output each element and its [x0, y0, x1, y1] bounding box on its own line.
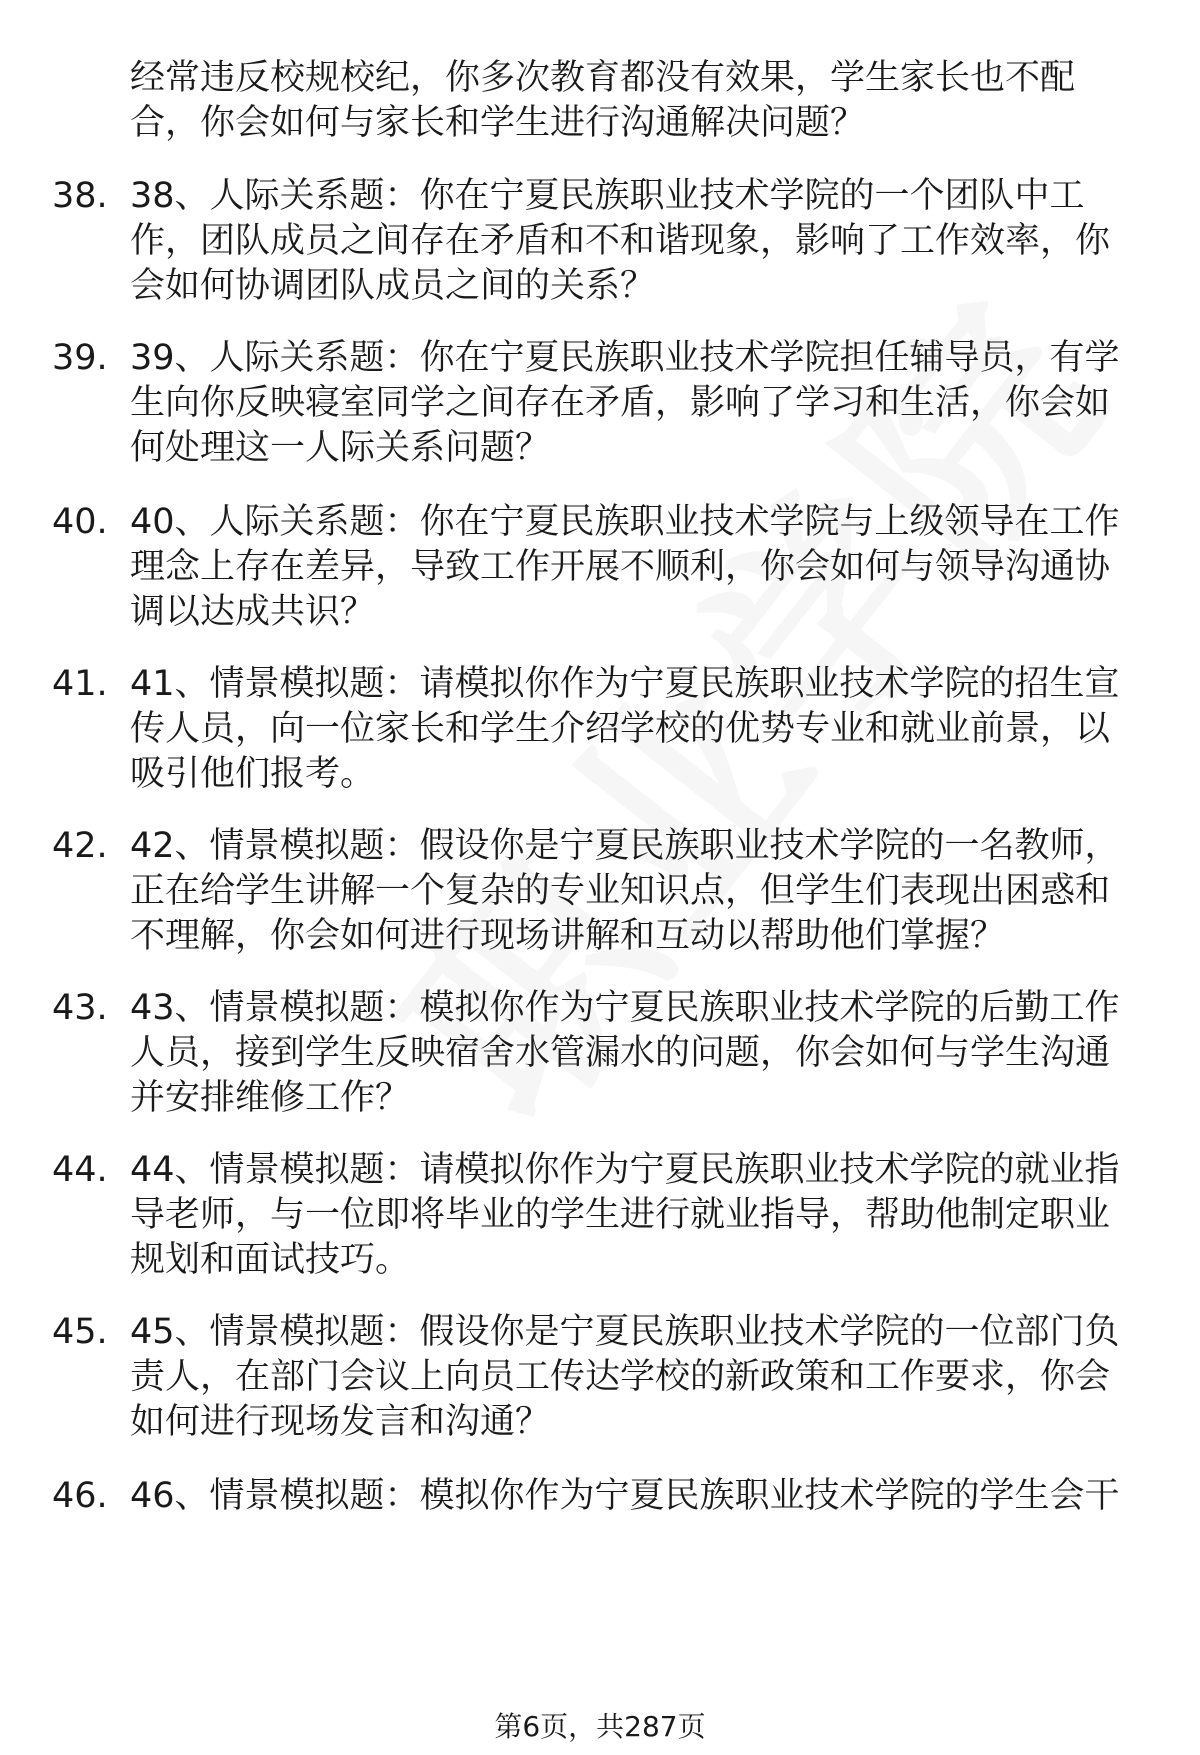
item-line: 43、情景模拟题：模拟你作为宁夏民族职业技术学院的后勤工作	[130, 988, 1120, 1028]
item-line: 人员，接到学生反映宿舍水管漏水的问题，你会如何与学生沟通	[130, 1033, 1111, 1073]
item-number: 46.	[52, 1476, 108, 1516]
item-line: 42、情景模拟题：假设你是宁夏民族职业技术学院的一名教师，	[130, 826, 1120, 866]
item-line: 导老师，与一位即将毕业的学生进行就业指导，帮助他制定职业	[130, 1195, 1111, 1235]
item-line: 39、人际关系题：你在宁夏民族职业技术学院担任辅导员，有学	[130, 338, 1120, 378]
item-line: 调以达成共识？	[130, 592, 376, 632]
item-line: 生向你反映寝室同学之间存在矛盾，影响了学习和生活，你会如	[130, 383, 1111, 423]
item-line: 46、情景模拟题：模拟你作为宁夏民族职业技术学院的学生会干	[130, 1476, 1120, 1516]
item-text	[130, 336, 1160, 471]
item-line: 责人，在部门会议上向员工传达学校的新政策和工作要求，你会	[130, 1357, 1111, 1397]
item-text	[130, 1148, 1160, 1283]
item-text	[130, 1310, 1160, 1445]
item-line: 38、人际关系题：你在宁夏民族职业技术学院的一个团队中工	[130, 176, 1085, 216]
item-line: 不理解，你会如何进行现场讲解和互动以帮助他们掌握？	[130, 916, 1006, 956]
item-text	[130, 986, 1160, 1121]
item-text	[130, 662, 1160, 797]
item-number: 43.	[52, 988, 108, 1028]
item-line: 如何进行现场发言和沟通？	[130, 1402, 551, 1442]
item-line: 吸引他们报考。	[130, 754, 376, 794]
item-number: 44.	[52, 1150, 108, 1190]
item-text	[130, 500, 1160, 635]
item-line: 何处理这一人际关系问题？	[130, 428, 551, 468]
item-text	[130, 824, 1160, 959]
item-line: 44、情景模拟题：请模拟你作为宁夏民族职业技术学院的就业指	[130, 1150, 1120, 1190]
item-line: 并安排维修工作？	[130, 1078, 411, 1118]
page-footer: 第6页，共287页	[494, 1710, 706, 1743]
item-line: 作，团队成员之间存在矛盾和不和谐现象，影响了工作效率，你	[130, 221, 1111, 261]
item-number: 42.	[52, 826, 108, 866]
item-number: 40.	[52, 502, 108, 542]
item-line: 规划和面试技巧。	[130, 1240, 411, 1280]
item-text	[130, 174, 1160, 309]
item-text	[130, 1474, 1160, 1519]
item-line: 41、情景模拟题：请模拟你作为宁夏民族职业技术学院的招生宣	[130, 664, 1120, 704]
item-number: 38.	[52, 176, 108, 216]
item-line: 正在给学生讲解一个复杂的专业知识点，但学生们表现出困惑和	[130, 871, 1111, 911]
item-number: 41.	[52, 664, 108, 704]
continuation-line: 经常违反校规校纪，你多次教育都没有效果，学生家长也不配	[130, 58, 1076, 98]
item-number: 45.	[52, 1312, 108, 1352]
item-line: 会如何协调团队成员之间的关系？	[130, 266, 656, 306]
item-line: 45、情景模拟题：假设你是宁夏民族职业技术学院的一位部门负	[130, 1312, 1120, 1352]
item-line: 40、人际关系题：你在宁夏民族职业技术学院与上级领导在工作	[130, 502, 1120, 542]
item-number: 39.	[52, 338, 108, 378]
item-line: 理念上存在差异，导致工作开展不顺利，你会如何与领导沟通协	[130, 547, 1111, 587]
item-line: 传人员，向一位家长和学生介绍学校的优势专业和就业前景，以	[130, 709, 1111, 749]
continuation-line: 合，你会如何与家长和学生进行沟通解决问题？	[130, 103, 866, 143]
